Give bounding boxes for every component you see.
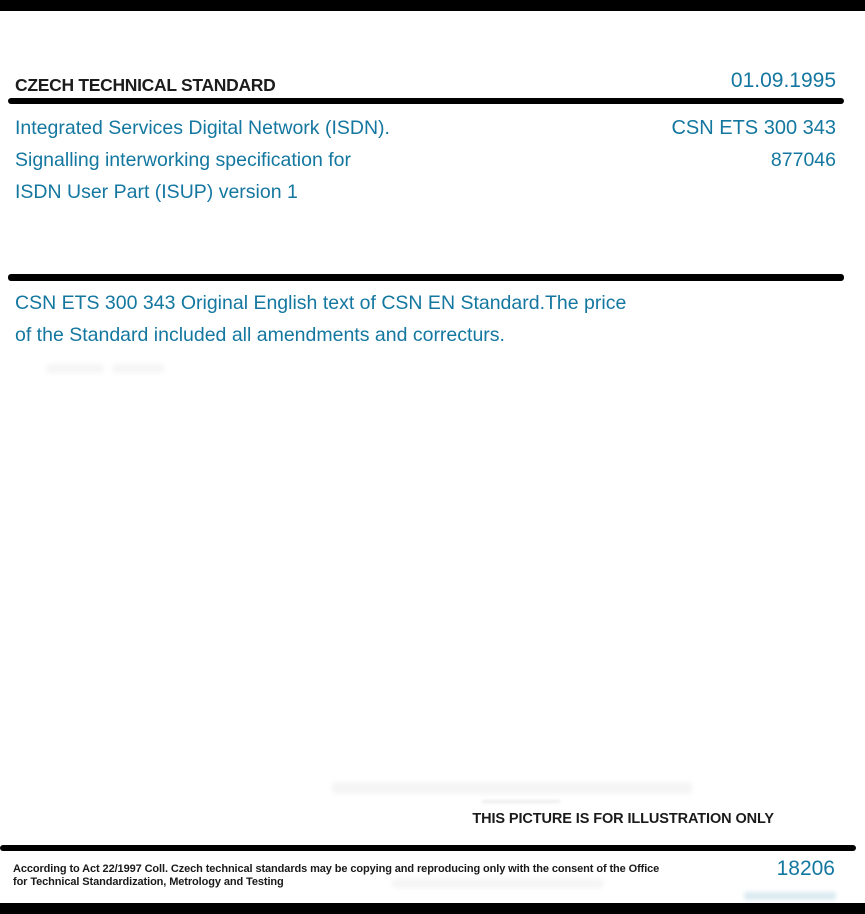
standard-title xyxy=(15,112,390,208)
document-number: 18206 xyxy=(776,857,835,880)
scan-edge-artifact-top xyxy=(0,0,865,11)
footer-legal-text xyxy=(13,863,659,889)
watermark-smudge xyxy=(332,782,692,794)
standard-reference xyxy=(671,112,836,176)
standard-code: CSN ETS 300 343 xyxy=(671,117,836,139)
description-line: of the Standard included all amendments and correcturs. xyxy=(15,324,505,346)
standard-number: 877046 xyxy=(770,149,836,171)
footer-legal-line: According to Act 22/1997 Coll. Czech technical standards may be copying and reproducing only with the consent of the Office xyxy=(13,863,660,875)
issue-date: 01.09.1995 xyxy=(730,69,836,92)
scan-edge-artifact-bottom xyxy=(0,903,865,914)
description-line: CSN ETS 300 343 Original English text of CSN EN Standard.The price xyxy=(15,292,627,314)
divider-rule-footer xyxy=(0,845,856,851)
page-title: CZECH TECHNICAL STANDARD xyxy=(15,75,276,95)
scan-smudge xyxy=(744,892,836,900)
standard-title-line: Integrated Services Digital Network (ISDN). xyxy=(15,117,390,139)
standard-title-line: ISDN User Part (ISUP) version 1 xyxy=(15,181,298,203)
scan-smudge xyxy=(112,364,164,373)
divider-rule-middle xyxy=(8,274,844,281)
footer-legal-line: for Technical Standardization, Metrology and Testing xyxy=(13,876,284,888)
illustration-notice: THIS PICTURE IS FOR ILLUSTRATION ONLY xyxy=(472,811,774,827)
watermark-smudge xyxy=(482,800,560,803)
standard-description xyxy=(15,287,626,351)
standard-title-line: Signalling interworking specification for xyxy=(15,149,352,171)
scan-smudge xyxy=(46,364,104,373)
divider-rule-top xyxy=(8,98,844,104)
